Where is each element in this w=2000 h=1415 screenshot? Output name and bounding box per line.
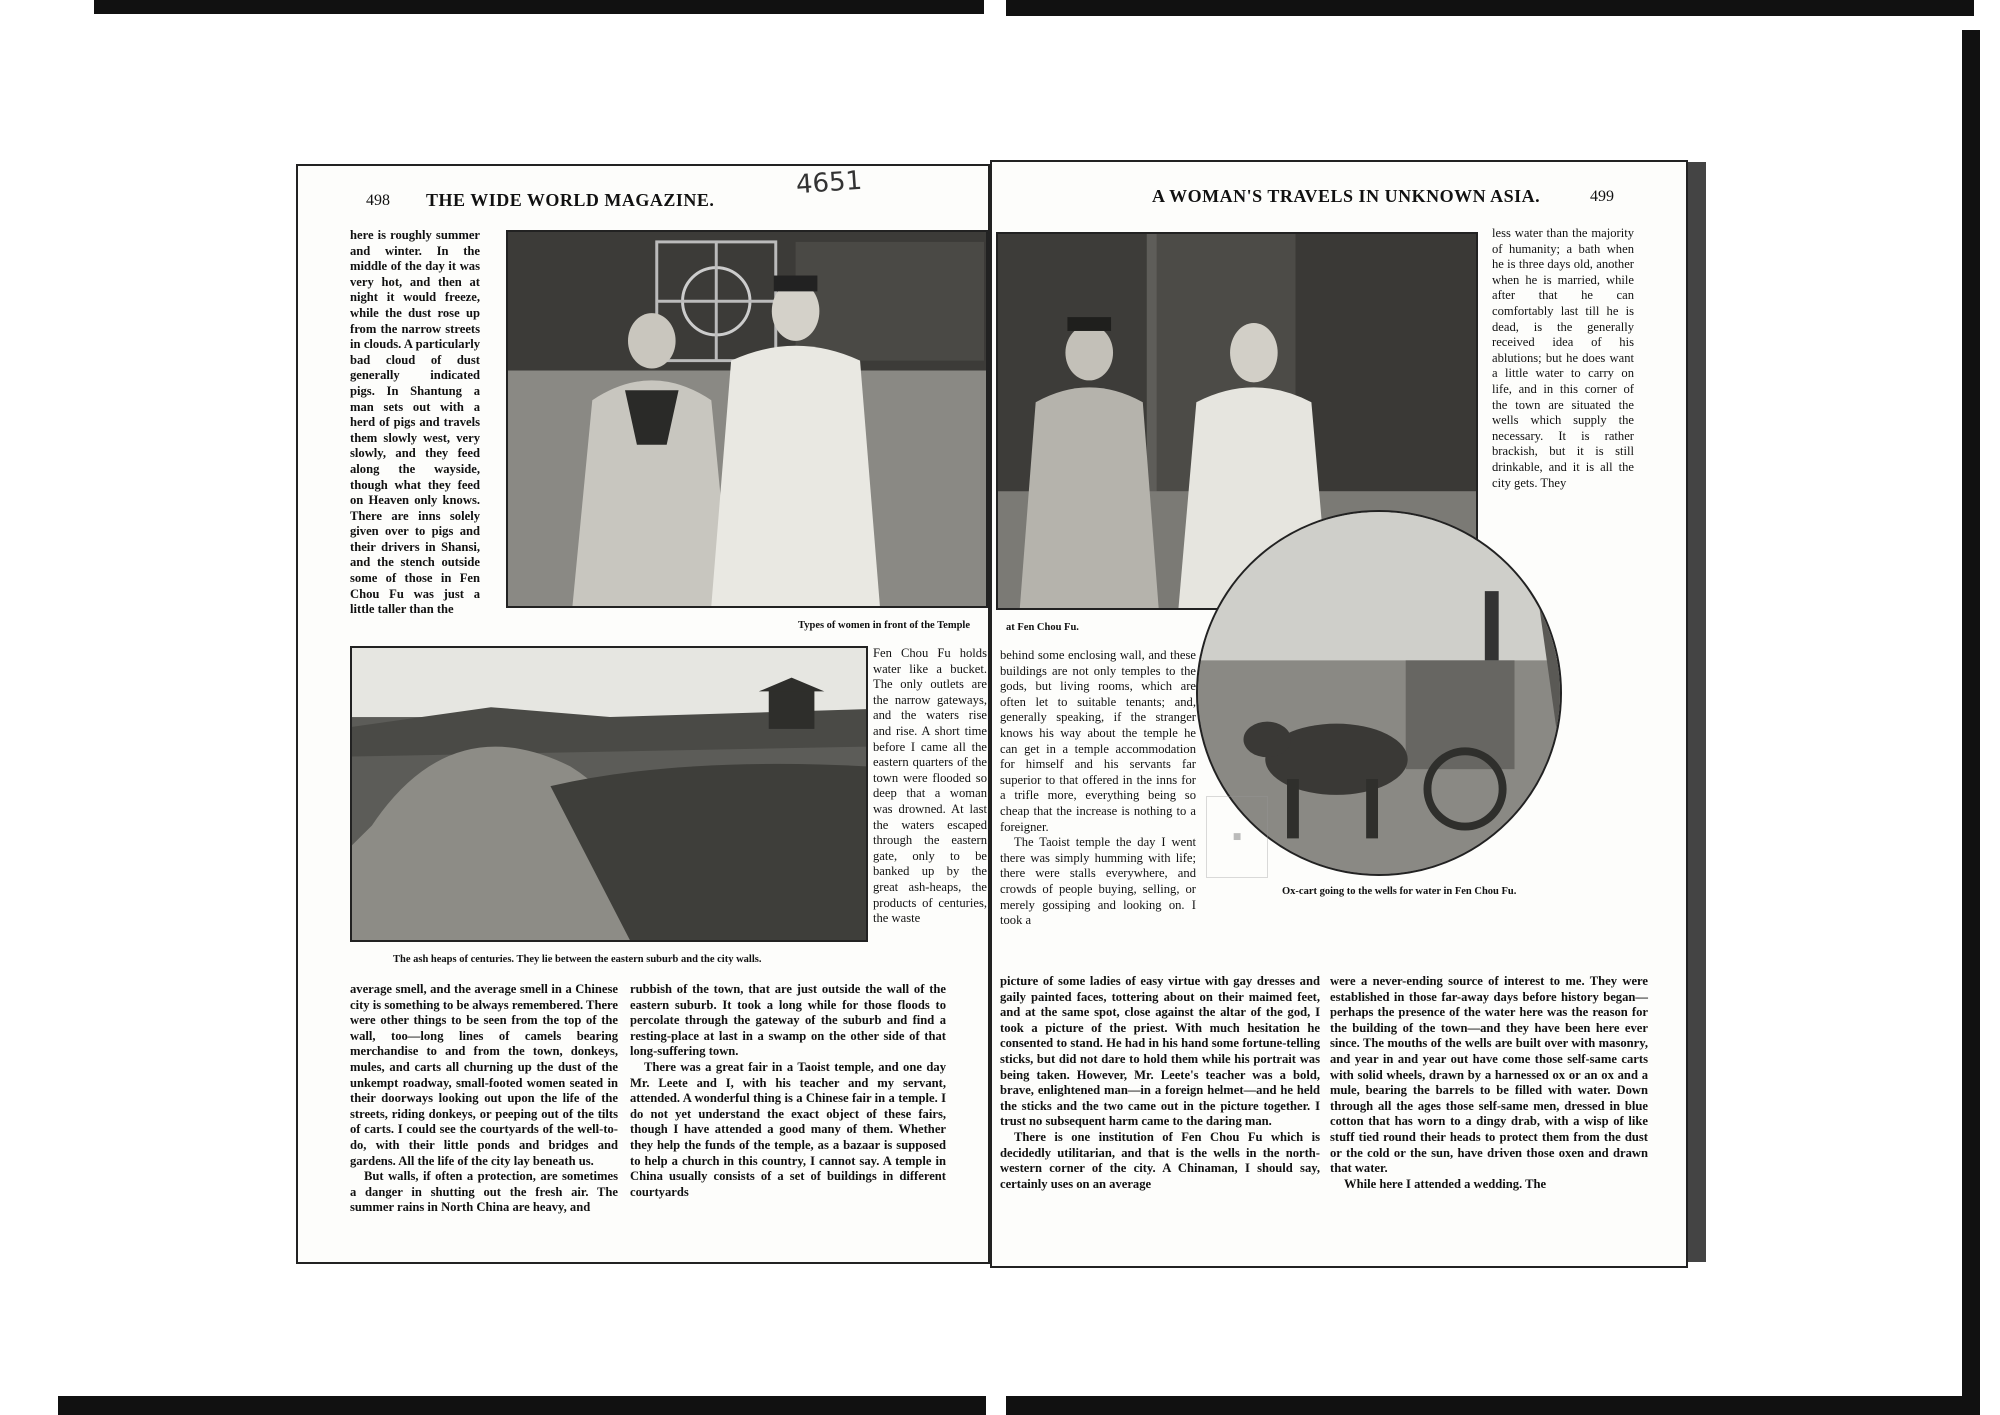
right-page	[990, 160, 1688, 1268]
caption-ash-heaps: The ash heaps of centuries. They lie between the eastern suburb and the city walls.	[393, 954, 762, 965]
photo-ash-heaps-image	[352, 648, 866, 940]
right-page-number: 499	[1590, 188, 1614, 205]
left-col2-side-paragraph: Fen Chou Fu holds water like a bucket. The only outlets are the narrow gateways, and the waters rise and rise. A short time before I came all the eastern quarters of the town were flooded so deep that a woman was drowned. At last the waters escaped through the eastern gate, only to be banked up by the great ash-heaps, the products of centuries, the waste	[873, 646, 987, 926]
handwritten-note: 4651	[795, 165, 864, 201]
left-col2-side-text	[873, 646, 987, 927]
left-col1-top-paragraph: here is roughly summer and winter. In the middle of the day it was very hot, and then at night it would freeze, while the dust rose up from the narrow streets in clouds. A particularly bad cloud of dust generally indicated pigs. In Shantung a man sets out with a herd of pigs and travels them slowly west, very slowly, and they feed along the wayside, though what they feed on Heaven only knows. There are inns solely given over to pigs and their drivers in Shansi, and the stench outside some of those in Fen Chou Fu was just a little taller than the	[350, 228, 480, 617]
right-col-bottom-right-paragraph-2: While here I attended a wedding. The	[1344, 1176, 1547, 1191]
scan-left-bar	[58, 0, 94, 1415]
left-page	[296, 164, 990, 1264]
caption-oxcart: Ox-cart going to the wells for water in Fen Chou Fu.	[1282, 886, 1517, 897]
left-running-head: THE WIDE WORLD MAGAZINE.	[426, 190, 715, 210]
right-col-bottom-right-paragraph-1: were a never-ending source of interest to me. They were established in those far-away days before history began—perhaps the presence of the water here was the reason for the building of the town—and they have been here ever since. The mouths of the wells are built over with masonry, and year in and year out have come those self-same carts with solid wheels, drawn by a harnessed ox or an ox and a mule, bearing the barrels to be filled with water. Down through all the ages those self-same men, dressed in blue cotton that has worn to a dingy drab, with a wisp of like stuff tied round their heads to protect them from the dust or the cold or the sun, have driven those oxen and drawn that water.	[1330, 974, 1648, 1176]
scan-bottom-bar	[58, 1396, 1968, 1415]
photo-ash-heaps	[350, 646, 868, 942]
right-col-mid-paragraph-1: behind some enclosing wall, and these buildings are not only temples to the gods, but living rooms, which are often let to suitable tenants; and, generally speaking, if the stranger knows his way about the temple he can get in a temple accommodation for himself and his servants far superior to that offered in the inns for a trifle more, everything being so cheap that the increase is nothing to a foreigner.	[1000, 648, 1196, 834]
right-col-top-paragraph: less water than the majority of humanity; a bath when he is three days old, another when he is married, while after that he can comfortably last till he is dead, is the generally received idea of his ablutions; but he does want a little water to carry on life, and in this corner of the town are situated the wells which supply the necessary. It is rather brackish, but it is still drinkable, and it is all the city gets. They	[1492, 226, 1634, 490]
right-col-mid-paragraph-2: The Taoist temple the day I went there was simply humming with life; there were stalls everywhere, and crowds of people buying, selling, or merely gossiping and looking on. I took a	[1000, 835, 1196, 928]
book-edge-right	[1688, 162, 1706, 1262]
photo-women-left-image	[508, 232, 986, 606]
left-col2-bottom-paragraph-2: There was a great fair in a Taoist temple, and one day Mr. Leete and I, with his teacher and my servant, attended. A wonderful thing is a Chinese fair in a temple. I do not yet understand the exact object of these fairs, though I have attended a good many of them. Whether they help the funds of the temple, as a bazaar is supposed to help a church in this country, I cannot say. A temple in China usually consists of a set of buildings in different courtyards	[630, 1059, 946, 1199]
left-col1-bottom-paragraph-2: But walls, if often a protection, are sometimes a danger in shutting out the fresh air. The summer rains in North China are heavy, and	[350, 1169, 618, 1215]
scan-top-bar-right	[1004, 0, 1974, 16]
photo-women-left	[506, 230, 988, 608]
right-running-head: A WOMAN'S TRAVELS IN UNKNOWN ASIA.	[1152, 186, 1541, 206]
right-col-bottom-left-text	[1000, 974, 1320, 1192]
caption-women-right: at Fen Chou Fu.	[1006, 622, 1079, 633]
right-col-top-text	[1492, 226, 1634, 491]
library-watermark-stamp: ■	[1206, 796, 1268, 878]
right-col-mid-text	[1000, 648, 1196, 929]
left-col1-bottom-text	[350, 982, 618, 1216]
left-col2-bottom-paragraph-1: rubbish of the town, that are just outside the wall of the eastern suburb. It took a long while for those floods to percolate through the gateway of the suburb and find a resting-place at last in a swamp on the other side of that long-suffering town.	[630, 982, 946, 1059]
caption-women-left: Types of women in front of the Temple	[798, 620, 970, 631]
left-page-number: 498	[366, 192, 390, 209]
scan-top-bar-left	[94, 0, 984, 14]
left-col2-bottom-text	[630, 982, 946, 1200]
right-col-bottom-left-paragraph-2: There is one institution of Fen Chou Fu which is decidedly utilitarian, and that is the wells in the north-western corner of the city. A Chinaman, I should say, certainly uses on an average	[1000, 1129, 1320, 1191]
left-col1-top-text	[350, 228, 480, 618]
left-col1-bottom-paragraph-1: average smell, and the average smell in a Chinese city is something to be always remembered. There were other things to be seen from the top of the wall, too—long lines of camels bearing merchandise to and from the town, donkeys, mules, and carts all churning up the dust of the unkempt roadway, small-footed women seated in their doorways looking out upon the life of the streets, riding donkeys, or peeping out of the tilts of carts. I could see the courtyards of the well-to-do, with their little ponds and bridges and gardens. All the life of the city lay beneath us.	[350, 982, 618, 1168]
scan-right-bar	[1962, 30, 1980, 1415]
right-col-bottom-right-text	[1330, 974, 1648, 1192]
right-col-bottom-left-paragraph-1: picture of some ladies of easy virtue with gay dresses and gaily painted faces, tottering about on their maimed feet, and at the same spot, close against the altar of the god, I took a picture of the priest. With much hesitation he consented to stand. He had in his hand some fortune-telling sticks, but did not dare to hold them while his portrait was being taken. However, Mr. Leete's teacher was a bold, brave, enlightened man—in a foreign helmet—and he held the sticks and the two came out in the picture together. I trust no subsequent harm came to the daring man.	[1000, 974, 1320, 1129]
